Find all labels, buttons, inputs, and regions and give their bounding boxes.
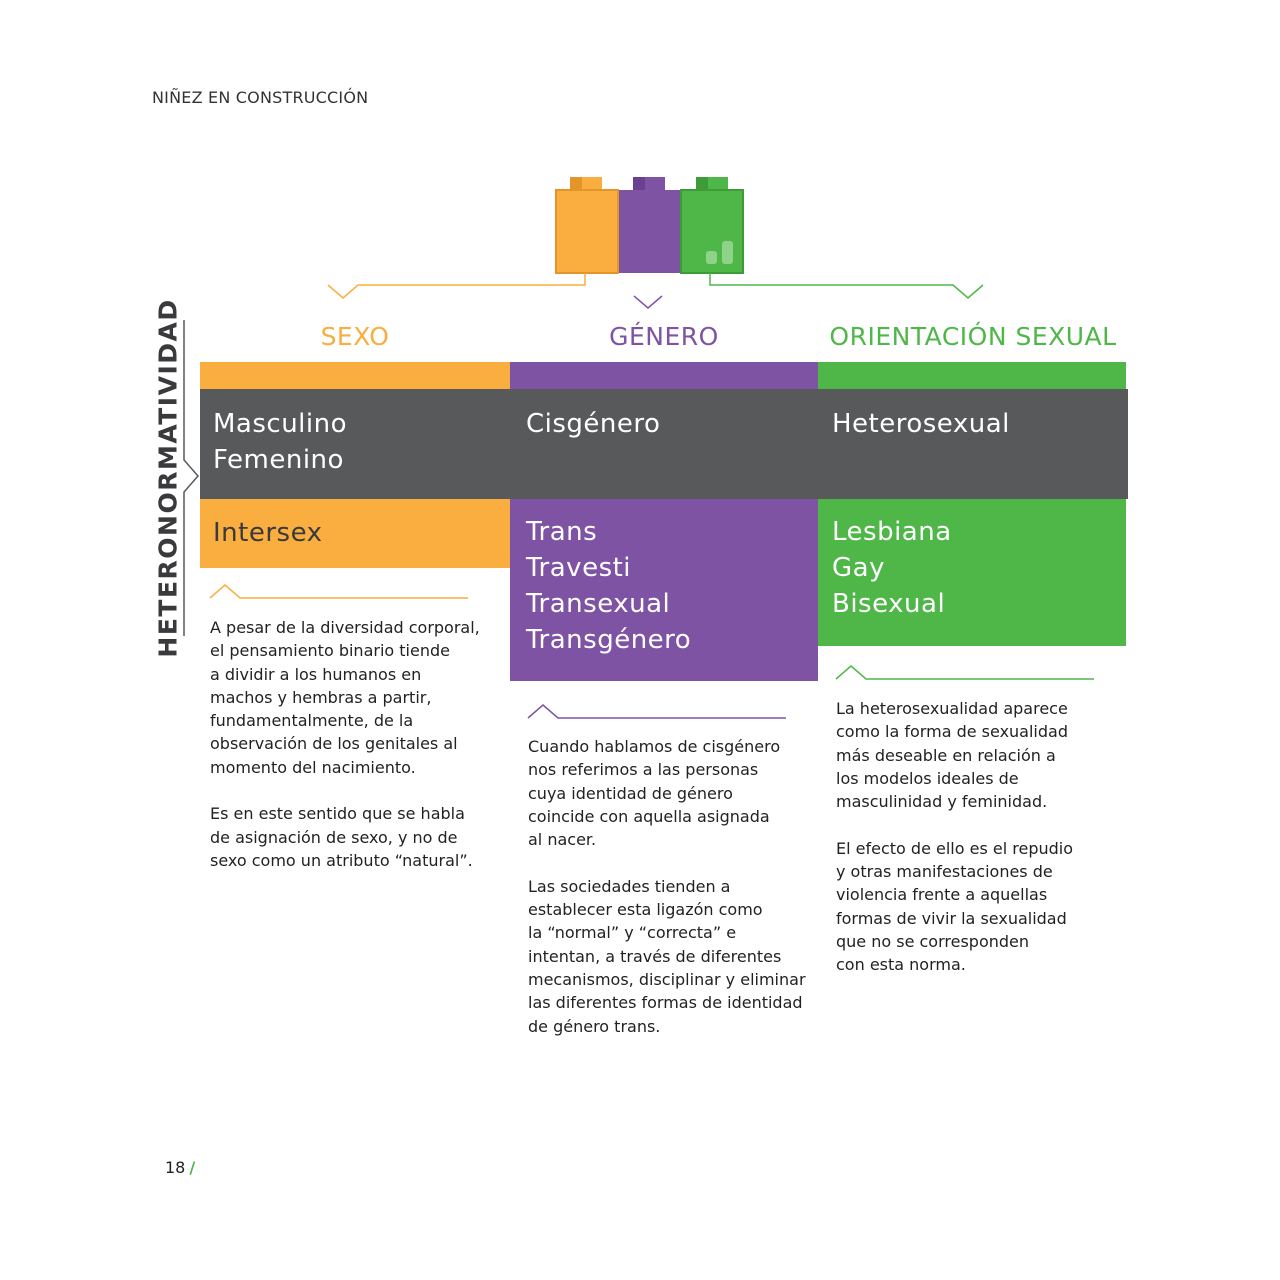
divider-sexo [205,580,475,604]
band-sexo [200,362,510,389]
description-sexo: A pesar de la diversidad corporal, el pensamiento binario tiende a dividir a los humanos en machos y hembras a partir, fundamentalmente, de la observación de los genitales al momento del nacimiento. Es en este sentido que se habla de asignación de sexo, y no de sexo como un atributo “natural”. [210,618,480,870]
green-brick [681,177,743,273]
heading-genero: GÉNERO [609,322,719,351]
description-genero: Cuando hablamos de cisgénero nos referimos a las personas cuya identidad de género coincide con aquella asignada al nacer. Las sociedades tienden a establecer esta ligazón como la “normal” y “correcta” e intentan, a través de diferentes mecanismos, disciplinar y eliminar las diferentes formas de identidad de género trans. [528,737,806,1036]
orange-brick [556,177,618,273]
heading-orientacion: ORIENTACIÓN SEXUAL [829,322,1117,351]
diverse-orientacion: Lesbiana Gay Bisexual [832,517,952,619]
page-number [165,1158,195,1177]
normative-orientacion: Heterosexual [832,409,1010,439]
purple-connector [634,296,662,308]
page-number-value: 18 [165,1158,186,1177]
purple-brick [619,177,681,273]
heading-sexo: SEXO [320,322,390,351]
orange-connector [328,273,585,298]
normative-sexo: Masculino Femenino [213,409,348,475]
band-genero [510,362,818,389]
green-connector [710,273,983,298]
diverse-genero: Trans Travesti Transexual Transgénero [526,517,692,655]
lego-bricks-illustration [0,0,1280,320]
band-orientacion [818,362,1126,389]
divider-orientacion [831,661,1101,685]
description-orientacion: La heterosexualidad aparece como la forma de sexualidad más deseable en relación a los modelos ideales de masculinidad y feminidad. El efecto de ello es el repudio y otras manifestaciones de violencia frente a aquellas formas de vivir la sexualidad que no se corresponden con esta norma. [836,699,1073,975]
divider-genero [523,700,793,724]
running-header: NIÑEZ EN CONSTRUCCIÓN [152,88,369,107]
diverse-sexo: Intersex [213,518,323,548]
normative-genero: Cisgénero [526,409,661,439]
side-label-text: HETERONORMATIVIDAD [153,298,183,658]
page-number-slash: / [189,1158,196,1177]
